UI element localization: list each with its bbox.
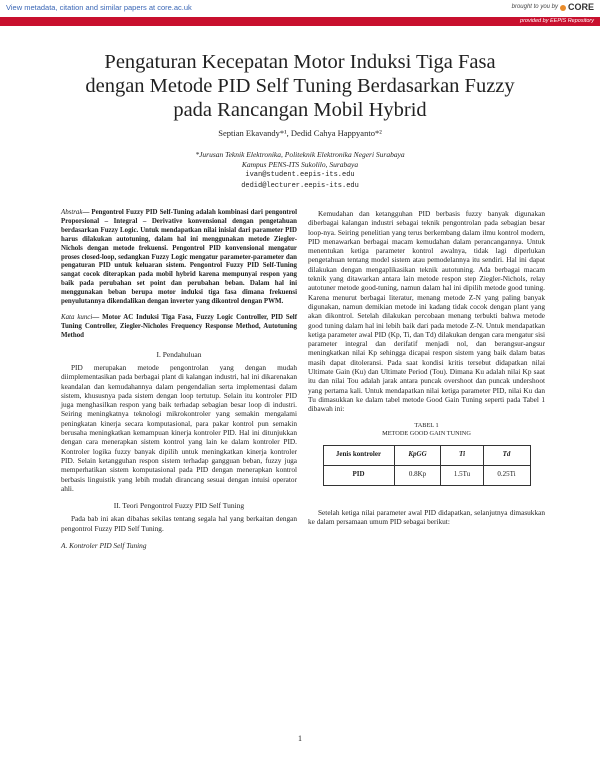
subsection-heading: A. Kontroler PID Self Tuning — [61, 541, 147, 551]
table-caption — [308, 422, 545, 438]
section-heading-2: II. Teori Pengontrol Fuzzy PID Self Tuning — [113, 501, 245, 511]
right-paragraph-2: Setelah ketiga nilai parameter awal PID didapatkan, selanjutnya dimasukkan ke dalam persamaan umum PID sebagai berikut: — [308, 507, 545, 526]
affiliation-line: Kampus PENS-ITS Sukolilo, Surabaya — [241, 160, 359, 169]
good-gain-tuning-table — [323, 445, 531, 486]
table-header-cell: KpGG — [394, 445, 441, 465]
table-caption-number: TABEL 1 — [414, 421, 439, 429]
keywords-text: — Motor AC Induksi Tiga Fasa, Fuzzy Logic Controller, PID Self Tuning Controller, Ziegler-Nicholes Frequency Response Method, Autotuning Method — [61, 313, 297, 339]
core-provided-by[interactable]: provided by EEPIS Repository — [520, 18, 594, 24]
table-header-cell: Td — [483, 445, 530, 465]
author-email-2: dedid@lecturer.eepis-its.edu — [241, 182, 359, 190]
core-logo[interactable]: CORE — [560, 2, 594, 12]
table-header-row — [323, 445, 530, 465]
page-number: 1 — [298, 734, 302, 743]
table-row — [323, 465, 530, 485]
title-line: pada Rancangan Mobil Hybrid — [173, 99, 427, 121]
table-caption-title: METODE GOOD GAIN TUNING — [382, 429, 471, 437]
core-banner — [0, 0, 600, 30]
title-line: dengan Metode PID Self Tuning Berdasarkan Fuzzy — [85, 75, 515, 97]
left-column — [61, 209, 297, 550]
table-cell: 0.25Ti — [483, 465, 530, 485]
intro-paragraph: PID merupakan metode pengontrolan yang dengan mudah diimplementasikan pada berbagai plant di kalangan industri, hal ini dikarenakan keandalan dan kemudahannya dalam pengendalian serta implementasi dalam sistem, khususnya pada sistem dengan loop tertutup. Selain itu kontroler PID juga menghasilkan respon yang baik terhadap sebagian besar loop di industri. Seiring meningkatnya teknologi mikrokontroler yang semakin mengalami peningkatan kinerja secara komputasional, para pakar kontrol pun semakin berusaha meningkatkan kemampuan kinerja kontroler PID. Hal ini ditunjukkan dengan cara menerapkan sistem kontrol yang lain ke dalam kontroler PID. Kontroler logika fuzzy banyak dipilih untuk meningkatkan kinerja kontroler PID. Selain ketangguhan respon sistem terhadap gangguan beban, fuzzy juga memperhatikan sistem komputasional pada PID dengan menerapkan kontrol berbasis linguistik yang lebih mudah dirancang sesuai dengan intuisi operator ahli. — [61, 362, 297, 493]
paper-title — [40, 50, 560, 122]
abstract-text: — Pengontrol Fuzzy PID Self-Tuning adalah kombinasi dari pengontrol Proporsional – Integral – Derivative konvensional dengan pengetahuan berdasarkan Fuzzy Logic. Untuk mendapatkan nilai inisial dari parameter PID harus dilakukan autotuning, dalam hal ini menggunakan metode Ziegler-Nichols dengan metode frekuensi. Pengontrol PID konvensional mengatur proses closed-loop, sedangkan Fuzzy Logic mengatur parameter-parameter dan pengaturan PID untuk keluaran sistem. Pengontrol Fuzzy PID Self-Tuning sangat cocok diterapkan pada mobil hybrid karena mempunyai respon yang baik pada perubahan set point dan perubahan beban. Dalam hal ini menggunakan beban berupa motor induksi tiga fasa dimana frekuensi penyulutannya dikendalikan dengan inverter yang dikontrol dengan PWM. — [61, 209, 297, 306]
table-header-cell: Ti — [441, 445, 483, 465]
table-cell: PID — [323, 465, 394, 485]
table-header-cell: Jenis kontroler — [323, 445, 394, 465]
section-heading-1: I. Pendahuluan — [156, 349, 202, 359]
title-line: Pengaturan Kecepatan Motor Induksi Tiga Fasa — [104, 51, 496, 73]
affiliation-line: *Jurusan Teknik Elektronika, Politeknik Elektronika Negeri Surabaya — [195, 150, 405, 159]
right-paragraph-1: Kemudahan dan ketangguhan PID berbasis fuzzy banyak digunakan diberbagai kalangan industri sebagai teknik pengontrolan pada sebagian besar loop-nya. Seiring penelitian yang terus berkembang dalam ilmu kontrol modern, PID menawarkan berbagai macam kemudahan dalam perancangannya. Untuk menentukan ketiga parameter kontrol awalnya, tidak lagi diperlukan pengetahuan tentang model sistem atau pemodelannya itu sendiri. Hal ini dapat dilakukan dengan mengaplikasikan teknik autotuning. Ada berbagai macam teknik yang ditawarkan antara lain metode respon step Ziegler-Nichols, relay autotuner metode good-tuning, namun dalam hal ini dipilih metode good tuning. Karena menurut berbagai literatur, menang metode Z-N yang paling banyak digunakan, namun demikian metode ini kadang tidak cocok dengan plant yang akan dikontrol. Setelah dilakukan percobaan menang terbukti bahwa metode good tuning dalam hal ini lebih baik dari pada metode Z-N. Untuk mendapatkan ketiga parameter awal PID (Kp, Ti, dan Td) dilakukan dengan cara mengatur sisi parameter integral dan derifatif menjadi nol, dan berangsur-angsur meningkatkan nilai Kp sehingga dicapai respon sistem yang baik dalam batas masih dapat ditoleransi. Pada saat kondisi kritis tersebut didapatkan nilai Ultimate Gain (Ku) dan Ultimate Period (Tou). Dimana Ku adalah nilai Kp saat itu dan nilai Tou adalah jarak antara puncak overshoot dan puncak undershoot yang pertama kali. Untuk mendapatkan nilai ketiga parameter PID, nilai Ku dan Tu dimasukkan ke dalam tabel metode Good Gain Tuning seperti pada Tabel 1 dibawah ini: — [308, 209, 545, 414]
abstract — [61, 209, 297, 307]
section2-paragraph: Pada bab ini akan dibahas sekilas tentang segala hal yang berkaitan dengan pengontrol Fuzzy PID Self Tuning. — [61, 514, 297, 533]
abstract-label: Abstrak — [61, 209, 83, 216]
author-email-1: ivan@student.eepis-its.edu — [245, 171, 355, 179]
table-cell: 0.8Kp — [394, 465, 441, 485]
core-red-strip — [0, 17, 600, 26]
core-brought-by: brought to you by — [511, 4, 558, 10]
core-metadata-link[interactable]: View metadata, citation and similar papers at core.ac.uk — [6, 3, 192, 12]
right-column — [308, 209, 545, 526]
paper-authors: Septian Ekavandy*¹, Dedid Cahya Happyanto*² — [218, 128, 382, 138]
core-logo-icon — [560, 5, 566, 11]
paper-affiliation — [40, 150, 560, 170]
table-cell: 1.5Tu — [441, 465, 483, 485]
keywords-label: Kata kunci — [61, 313, 93, 321]
keywords — [61, 314, 297, 341]
